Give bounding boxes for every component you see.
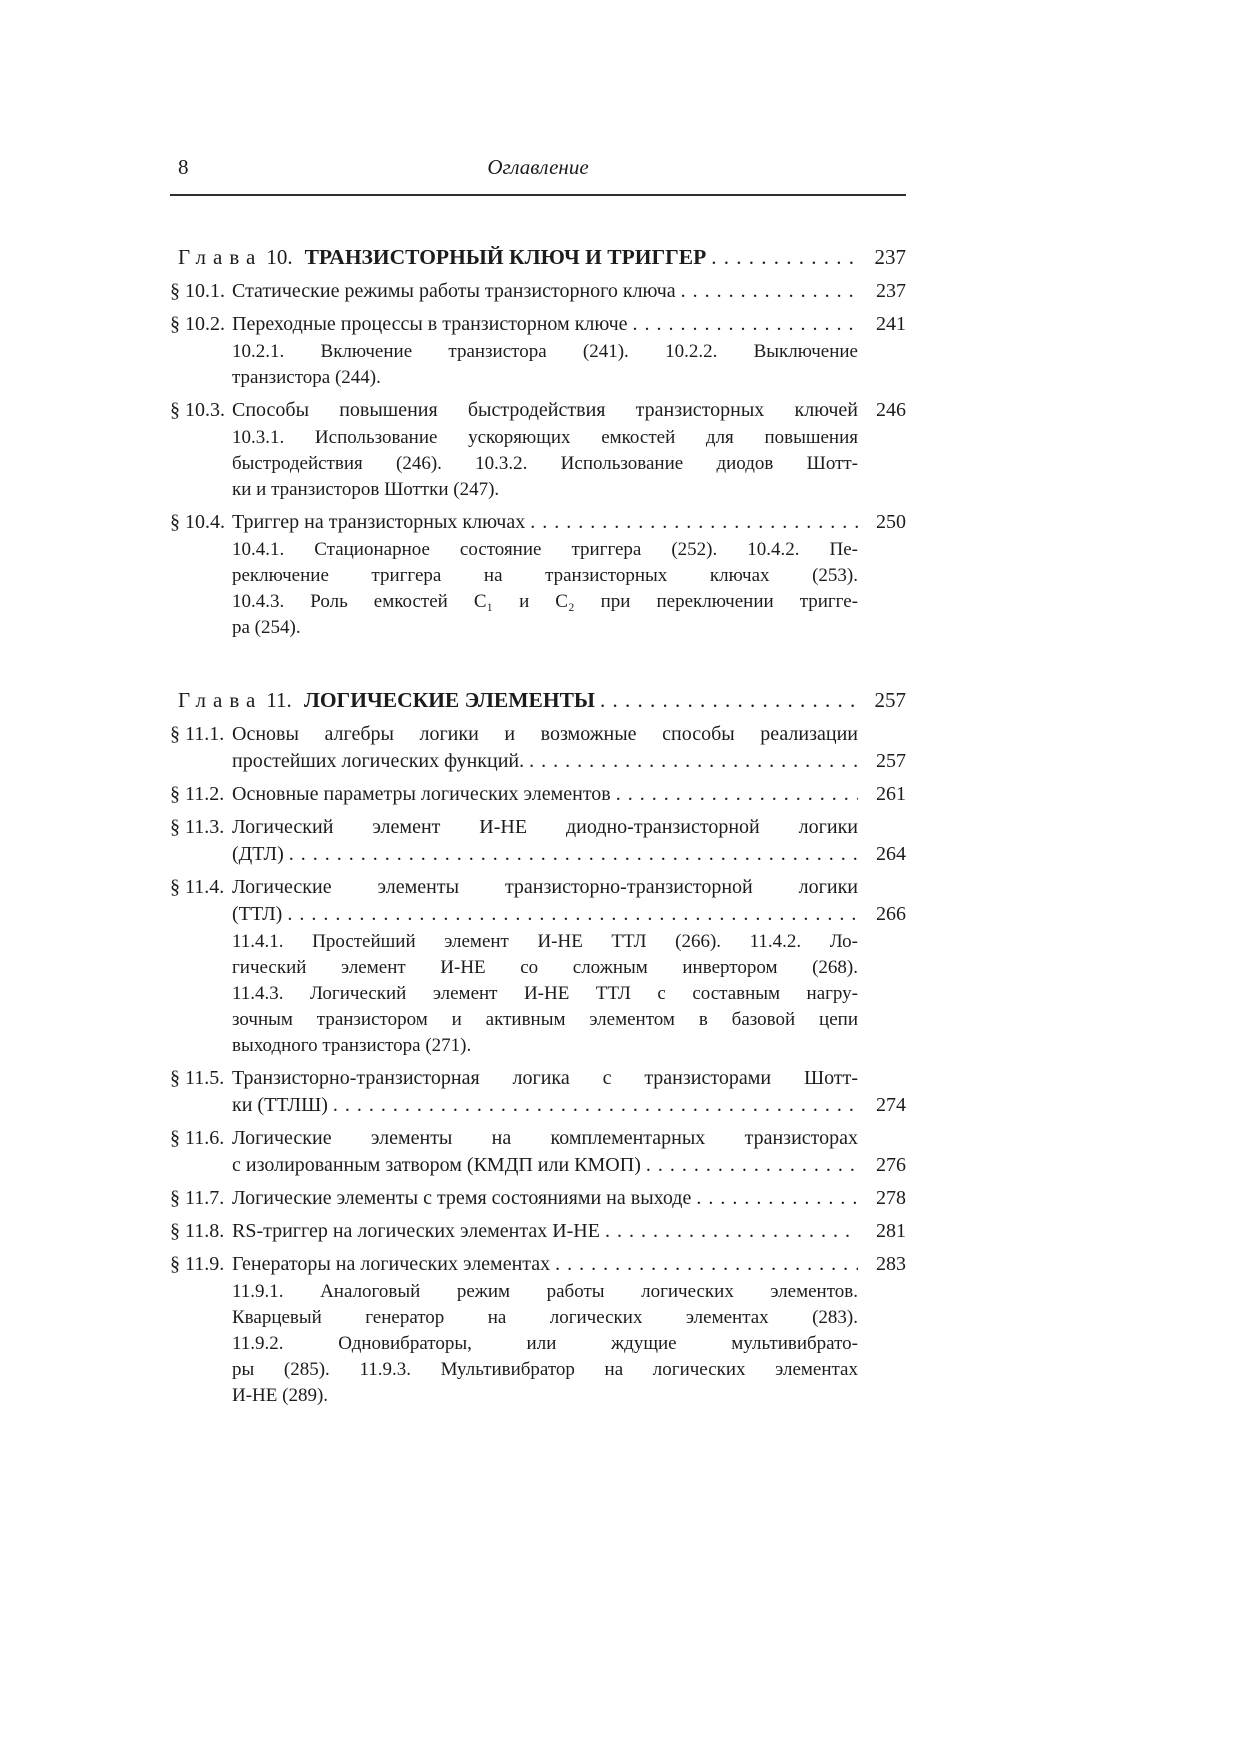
subsection-line: зочным транзистором и активным элементом в базовой цепи bbox=[232, 1009, 858, 1030]
chapter-10-section bbox=[170, 242, 906, 641]
toc-entry bbox=[170, 1065, 906, 1119]
chapter-11-section bbox=[170, 685, 906, 1409]
section-label: § 11.6. bbox=[170, 1127, 225, 1149]
subsection-line: выходного транзистора (271). bbox=[232, 1035, 472, 1056]
subsection-block bbox=[232, 339, 906, 391]
entry-page-number: 250 bbox=[876, 511, 906, 533]
section-label: § 10.3. bbox=[170, 399, 225, 421]
chapter-heading bbox=[170, 242, 906, 272]
entry-text: (ДТЛ) bbox=[232, 843, 284, 865]
dot-leader bbox=[282, 901, 858, 928]
entry-page-number: 278 bbox=[876, 1187, 906, 1209]
section-label: § 11.9. bbox=[170, 1253, 225, 1275]
toc-entry bbox=[170, 1125, 906, 1179]
entry-text-line: Основы алгебры логики и возможные способы реализации bbox=[232, 723, 858, 745]
entry-text-line: Логические элементы транзисторно-транзисторной логики bbox=[232, 876, 858, 898]
section-label: § 10.4. bbox=[170, 511, 225, 533]
chapter-title: ТРАНЗИСТОРНЫЙ КЛЮЧ И ТРИГГЕР bbox=[304, 245, 707, 269]
toc-entry bbox=[170, 1185, 906, 1212]
entry-page-number: 257 bbox=[876, 750, 906, 772]
entry-page-number: 261 bbox=[876, 783, 906, 805]
section-label: § 10.2. bbox=[170, 313, 225, 335]
entry-text: ки (ТТЛШ) bbox=[232, 1094, 328, 1116]
subsection-block bbox=[232, 425, 906, 503]
entry-page-number: 281 bbox=[876, 1220, 906, 1242]
chapter-number: 11. bbox=[266, 688, 292, 712]
section-label: § 11.5. bbox=[170, 1067, 225, 1089]
running-head-title: Оглавление bbox=[487, 155, 589, 179]
dot-leader bbox=[691, 1185, 858, 1212]
section-label: § 11.7. bbox=[170, 1187, 225, 1209]
subsection-line: ки и транзисторов Шоттки (247). bbox=[232, 479, 500, 500]
subsection-line: Кварцевый генератор на логических элементах (283). bbox=[232, 1307, 858, 1328]
entry-text: с изолированным затвором (КМДП или КМОП) bbox=[232, 1154, 641, 1176]
entry-text: Переходные процессы в транзисторном ключе bbox=[232, 313, 628, 335]
subsection-line: 10.3.1. Использование ускоряющих емкостей для повышения bbox=[232, 427, 858, 448]
section-label: § 11.1. bbox=[170, 723, 225, 745]
subsection-line: ра (254). bbox=[232, 617, 301, 638]
subsection-line: реключение триггера на транзисторных ключах (253). bbox=[232, 565, 858, 586]
subsection-line: 11.9.2. Одновибраторы, или ждущие мультивибрато- bbox=[232, 1333, 858, 1354]
chapter-word: Глава bbox=[178, 245, 263, 269]
entry-text-line: Логические элементы на комплементарных транзисторах bbox=[232, 1127, 858, 1149]
entry-text: Триггер на транзисторных ключах bbox=[232, 511, 526, 533]
subsection-block bbox=[232, 1279, 906, 1409]
entry-text: (ТТЛ) bbox=[232, 903, 283, 925]
section-label: § 10.1. bbox=[170, 280, 225, 302]
subsection-block bbox=[232, 537, 906, 641]
subsection-line: гический элемент И-НЕ со сложным инвертором (268). bbox=[232, 957, 858, 978]
toc-entry bbox=[170, 1218, 906, 1245]
entry-text: Основные параметры логических элементов bbox=[232, 783, 611, 805]
dot-leader bbox=[550, 1251, 858, 1278]
subsection-line: транзистора (244). bbox=[232, 367, 381, 388]
entry-text-line: Транзисторно-транзисторная логика с транзисторами Шотт- bbox=[232, 1067, 858, 1089]
toc-entry bbox=[170, 814, 906, 868]
section-label: § 11.3. bbox=[170, 816, 225, 838]
section-label: § 11.8. bbox=[170, 1220, 225, 1242]
subsection-line: быстродействия (246). 10.3.2. Использование диодов Шотт- bbox=[232, 453, 858, 474]
section-label: § 11.4. bbox=[170, 876, 225, 898]
chapter-word: Глава bbox=[178, 688, 263, 712]
subsection-line: 10.4.1. Стационарное состояние триггера (252). 10.4.2. Пе- bbox=[232, 539, 858, 560]
subsection-line: 11.4.3. Логический элемент И-НЕ ТТЛ с составным нагру- bbox=[232, 983, 858, 1004]
toc-content bbox=[170, 155, 906, 1409]
dot-leader bbox=[525, 509, 858, 536]
subsection-line: 11.9.1. Аналоговый режим работы логических элементов. bbox=[232, 1281, 858, 1302]
entry-page-number: 241 bbox=[876, 313, 906, 335]
dot-leader bbox=[284, 841, 858, 868]
entry-page-number: 276 bbox=[876, 1154, 906, 1176]
dot-leader bbox=[524, 748, 858, 775]
entry-text: Способы повышения быстродействия транзисторных ключей bbox=[232, 399, 858, 421]
running-head bbox=[170, 155, 906, 185]
chapter-page-number: 257 bbox=[874, 688, 906, 712]
entry-text: RS-триггер на логических элементах И-НЕ bbox=[232, 1220, 600, 1242]
toc-entry bbox=[170, 509, 906, 641]
dot-leader bbox=[595, 685, 858, 715]
toc-entry bbox=[170, 397, 906, 503]
dot-leader bbox=[676, 278, 858, 305]
entry-page-number: 266 bbox=[876, 903, 906, 925]
dot-leader bbox=[641, 1152, 858, 1179]
chapter-title: ЛОГИЧЕСКИЕ ЭЛЕМЕНТЫ bbox=[303, 688, 596, 712]
subsection-line: 10.4.3. Роль емкостей C₁ и C₂ при переключении тригге- bbox=[232, 591, 858, 612]
entry-text: Генераторы на логических элементах bbox=[232, 1253, 551, 1275]
folio-page-number: 8 bbox=[178, 155, 189, 179]
dot-leader bbox=[611, 781, 858, 808]
subsection-block bbox=[232, 929, 906, 1059]
dot-leader bbox=[600, 1218, 858, 1245]
toc-entry bbox=[170, 874, 906, 1059]
entry-page-number: 274 bbox=[876, 1094, 906, 1116]
entry-text: Статические режимы работы транзисторного ключа bbox=[232, 280, 676, 302]
chapter-number: 10. bbox=[266, 245, 293, 269]
entry-text: простейших логических функций. bbox=[232, 750, 525, 772]
dot-leader bbox=[328, 1092, 858, 1119]
toc-entry bbox=[170, 1251, 906, 1409]
entry-text-line: Логический элемент И-НЕ диодно-транзисторной логики bbox=[232, 816, 858, 838]
dot-leader bbox=[706, 242, 858, 272]
toc-entry bbox=[170, 781, 906, 808]
entry-text: Логические элементы с тремя состояниями на выходе bbox=[232, 1187, 692, 1209]
subsection-line: ры (285). 11.9.3. Мультивибратор на логических элементах bbox=[232, 1359, 858, 1380]
chapter-heading bbox=[170, 685, 906, 715]
entry-page-number: 264 bbox=[876, 843, 906, 865]
toc-entry bbox=[170, 721, 906, 775]
subsection-line: 10.2.1. Включение транзистора (241). 10.2.2. Выключение bbox=[232, 341, 858, 362]
subsection-line: И-НЕ (289). bbox=[232, 1385, 329, 1406]
toc-entry bbox=[170, 278, 906, 305]
header-rule bbox=[170, 194, 906, 196]
entry-page-number: 283 bbox=[876, 1253, 906, 1275]
chapter-page-number: 237 bbox=[874, 245, 906, 269]
toc-entry bbox=[170, 311, 906, 391]
dot-leader bbox=[628, 311, 858, 338]
entry-page-number: 237 bbox=[876, 280, 906, 302]
section-label: § 11.2. bbox=[170, 783, 225, 805]
subsection-line: 11.4.1. Простейший элемент И-НЕ ТТЛ (266). 11.4.2. Ло- bbox=[232, 931, 858, 952]
entry-page-number: 246 bbox=[876, 399, 906, 421]
